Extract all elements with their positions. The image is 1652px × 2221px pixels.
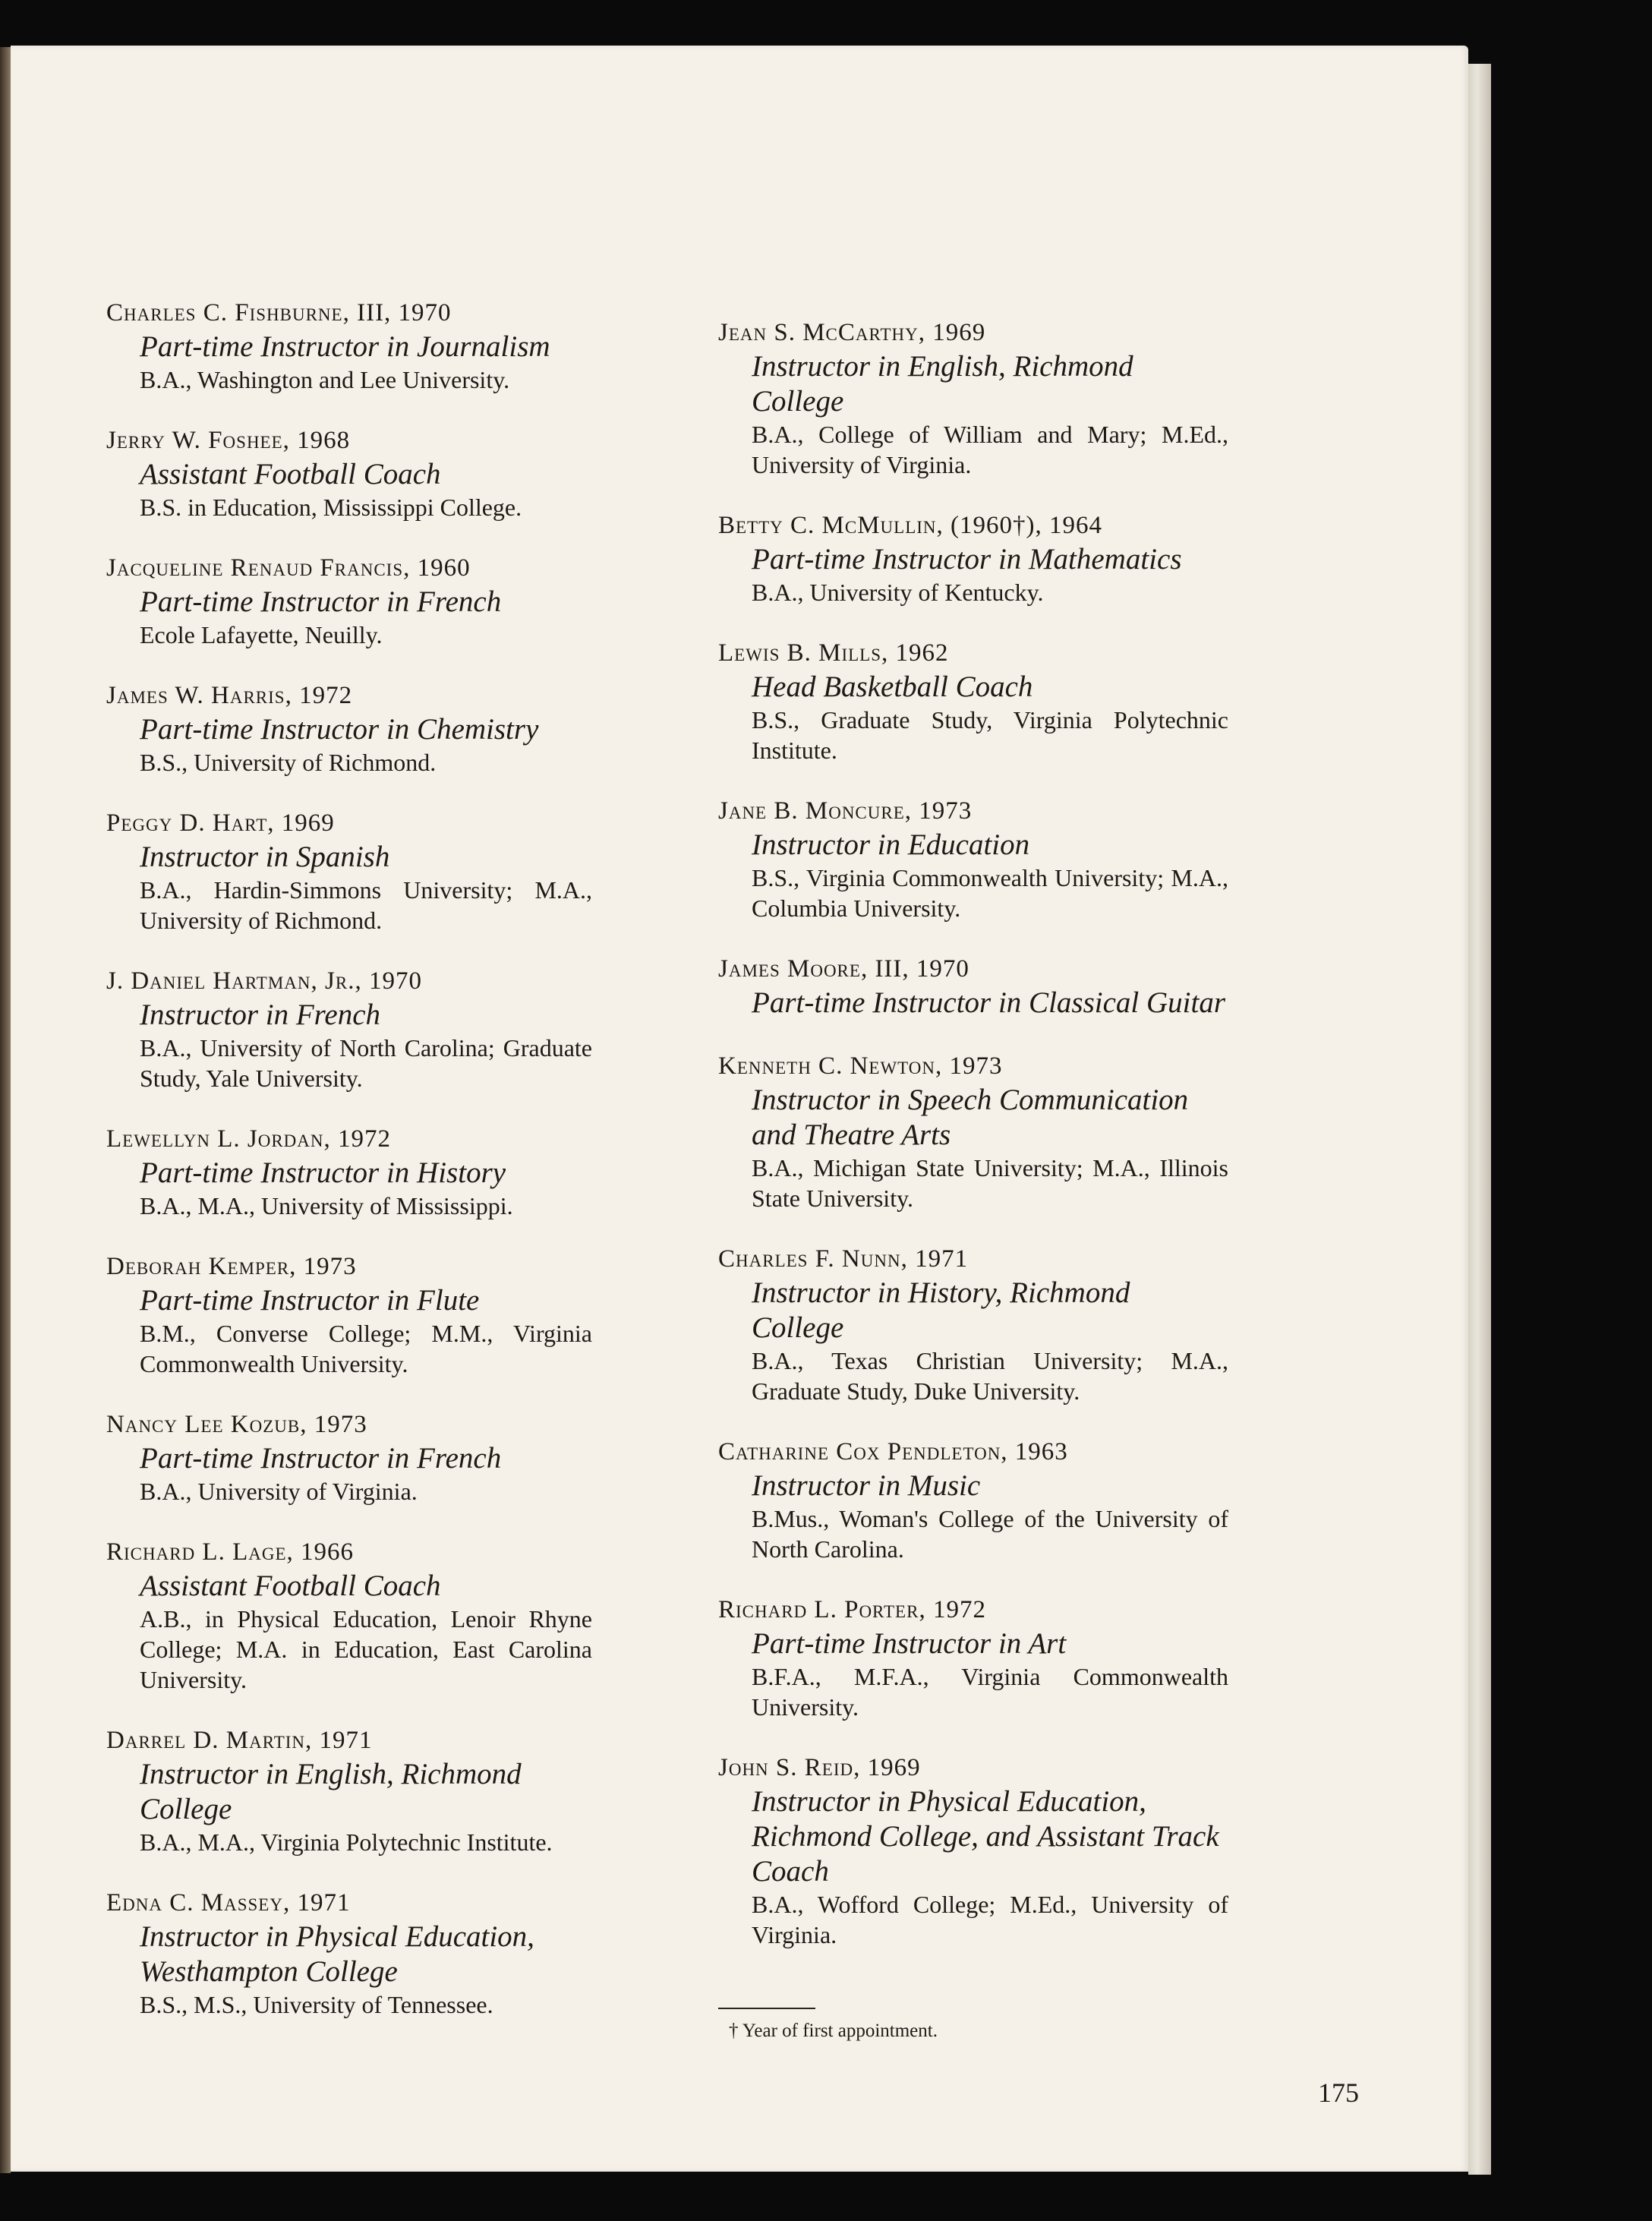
- faculty-name: J. Daniel Hartman, Jr., 1970: [106, 967, 422, 995]
- faculty-name: Charles C. Fishburne, III, 1970: [106, 299, 452, 327]
- faculty-degree: B.S., Virginia Commonwealth University; M.A., Columbia University.: [752, 864, 1228, 922]
- faculty-entry: [106, 1535, 592, 1695]
- faculty-name: Deborah Kemper, 1973: [106, 1253, 357, 1280]
- faculty-name: James Moore, III, 1970: [718, 955, 969, 983]
- faculty-title: Instructor in Music: [752, 1469, 981, 1502]
- faculty-entry: [718, 316, 1228, 480]
- faculty-name: Jacqueline Renaud Francis, 1960: [106, 554, 471, 582]
- faculty-title: Part-time Instructor in French: [140, 1442, 502, 1475]
- book-binding-edge: [0, 47, 11, 2173]
- faculty-entry: [106, 1724, 592, 1857]
- faculty-name: Catharine Cox Pendleton, 1963: [718, 1438, 1068, 1465]
- faculty-degree: B.A., M.A., University of Mississippi.: [140, 1192, 513, 1219]
- faculty-title: Instructor in Physical Education, Richmond College, and Assistant Track Coach: [752, 1785, 1219, 1888]
- faculty-name: Lewellyn L. Jordan, 1972: [106, 1125, 392, 1153]
- faculty-title: Instructor in Education: [752, 828, 1030, 861]
- page-stack-edge: [1468, 64, 1491, 2175]
- faculty-title: Assistant Football Coach: [140, 1570, 441, 1602]
- faculty-name: Edna C. Massey, 1971: [106, 1889, 351, 1917]
- faculty-name: Jean S. McCarthy, 1969: [718, 319, 986, 346]
- faculty-title: Part-time Instructor in History: [140, 1156, 506, 1189]
- faculty-name: Richard L. Lage, 1966: [106, 1538, 355, 1566]
- faculty-title: Instructor in History, Richmond College: [752, 1276, 1130, 1344]
- faculty-degree: B.M., Converse College; M.M., Virginia Commonwealth University.: [140, 1320, 592, 1377]
- faculty-degree: B.Mus., Woman's College of the University of North Carolina.: [752, 1505, 1228, 1563]
- faculty-name: Charles F. Nunn, 1971: [718, 1245, 969, 1273]
- faculty-title: Part-time Instructor in French: [140, 585, 502, 618]
- faculty-degree: B.S., University of Richmond.: [140, 749, 437, 776]
- faculty-degree: B.A., University of Virginia.: [140, 1478, 418, 1505]
- faculty-name: James W. Harris, 1972: [106, 682, 353, 709]
- faculty-degree: B.S., Graduate Study, Virginia Polytechnic Institute.: [752, 706, 1228, 764]
- faculty-entry: [106, 424, 592, 522]
- right-column: [718, 316, 1228, 1979]
- faculty-title: Part-time Instructor in Chemistry: [140, 713, 539, 746]
- faculty-name: John S. Reid, 1969: [718, 1754, 921, 1781]
- faculty-degree: B.S. in Education, Mississippi College.: [140, 494, 522, 521]
- document-page: [11, 46, 1468, 2172]
- faculty-degree: B.A., Hardin-Simmons University; M.A., University of Richmond.: [140, 876, 592, 934]
- faculty-entry: [106, 551, 592, 650]
- faculty-title: Head Basketball Coach: [752, 670, 1033, 703]
- left-column: [106, 296, 592, 2049]
- faculty-degree: B.A., Wofford College; M.Ed., University of Virginia.: [752, 1891, 1228, 1948]
- faculty-title: Instructor in French: [140, 999, 381, 1031]
- faculty-title: Instructor in Speech Communication and Theatre Arts: [752, 1084, 1189, 1151]
- faculty-entry: [106, 296, 592, 395]
- faculty-title: Part-time Instructor in Flute: [140, 1284, 480, 1317]
- faculty-title: Part-time Instructor in Journalism: [140, 330, 550, 363]
- faculty-name: Darrel D. Martin, 1971: [106, 1727, 373, 1754]
- faculty-entry: [106, 1886, 592, 2020]
- faculty-degree: B.A., Washington and Lee University.: [140, 366, 510, 393]
- faculty-degree: B.A., University of Kentucky.: [752, 579, 1044, 606]
- faculty-entry: [106, 964, 592, 1093]
- faculty-name: Nancy Lee Kozub, 1973: [106, 1411, 367, 1438]
- faculty-title: Part-time Instructor in Art: [752, 1627, 1067, 1660]
- faculty-degree: B.A., College of William and Mary; M.Ed., University of Virginia.: [752, 421, 1228, 478]
- faculty-degree: B.A., M.A., Virginia Polytechnic Institute.: [140, 1828, 553, 1856]
- faculty-degree: Ecole Lafayette, Neuilly.: [140, 621, 383, 648]
- faculty-entry: [106, 679, 592, 778]
- faculty-name: Peggy D. Hart, 1969: [106, 809, 335, 837]
- faculty-entry: [106, 806, 592, 935]
- faculty-title: Assistant Football Coach: [140, 458, 441, 491]
- faculty-degree: B.S., M.S., University of Tennessee.: [140, 1991, 493, 2018]
- faculty-degree: B.A., Texas Christian University; M.A., Graduate Study, Duke University.: [752, 1347, 1228, 1405]
- faculty-title: Instructor in Spanish: [140, 841, 390, 873]
- faculty-degree: B.A., University of North Carolina; Graduate Study, Yale University.: [140, 1034, 592, 1092]
- footnote: † Year of first appointment.: [729, 2021, 938, 2041]
- faculty-entry: [718, 636, 1228, 765]
- faculty-name: Betty C. McMullin, (1960†), 1964: [718, 512, 1103, 539]
- faculty-entry: [718, 1593, 1228, 1722]
- faculty-entry: [718, 1751, 1228, 1950]
- faculty-name: Jerry W. Foshee, 1968: [106, 427, 351, 454]
- faculty-entry: [106, 1250, 592, 1379]
- faculty-name: Richard L. Porter, 1972: [718, 1596, 986, 1623]
- footnote-rule: [718, 2008, 815, 2009]
- faculty-entry: [106, 1122, 592, 1221]
- faculty-name: Kenneth C. Newton, 1973: [718, 1052, 1003, 1080]
- faculty-title: Instructor in English, Richmond College: [140, 1758, 522, 1825]
- faculty-name: Jane B. Moncure, 1973: [718, 797, 973, 825]
- faculty-entry: [718, 1242, 1228, 1406]
- faculty-title: Part-time Instructor in Classical Guitar: [752, 986, 1225, 1019]
- faculty-degree: A.B., in Physical Education, Lenoir Rhyne College; M.A. in Education, East Carolina University.: [140, 1605, 592, 1693]
- faculty-entry: [718, 1049, 1228, 1213]
- faculty-entry: [106, 1408, 592, 1506]
- faculty-title: Instructor in English, Richmond College: [752, 350, 1133, 418]
- faculty-entry: [718, 794, 1228, 923]
- page-number: 175: [1318, 2077, 1359, 2108]
- faculty-title: Instructor in Physical Education, Westhampton College: [140, 1920, 534, 1988]
- faculty-title: Part-time Instructor in Mathematics: [752, 543, 1182, 576]
- faculty-degree: B.A., Michigan State University; M.A., Illinois State University.: [752, 1154, 1228, 1212]
- faculty-entry: [718, 1435, 1228, 1564]
- faculty-entry: [718, 952, 1228, 1021]
- faculty-name: Lewis B. Mills, 1962: [718, 639, 949, 667]
- faculty-degree: B.F.A., M.F.A., Virginia Commonwealth University.: [752, 1663, 1228, 1721]
- faculty-entry: [718, 509, 1228, 607]
